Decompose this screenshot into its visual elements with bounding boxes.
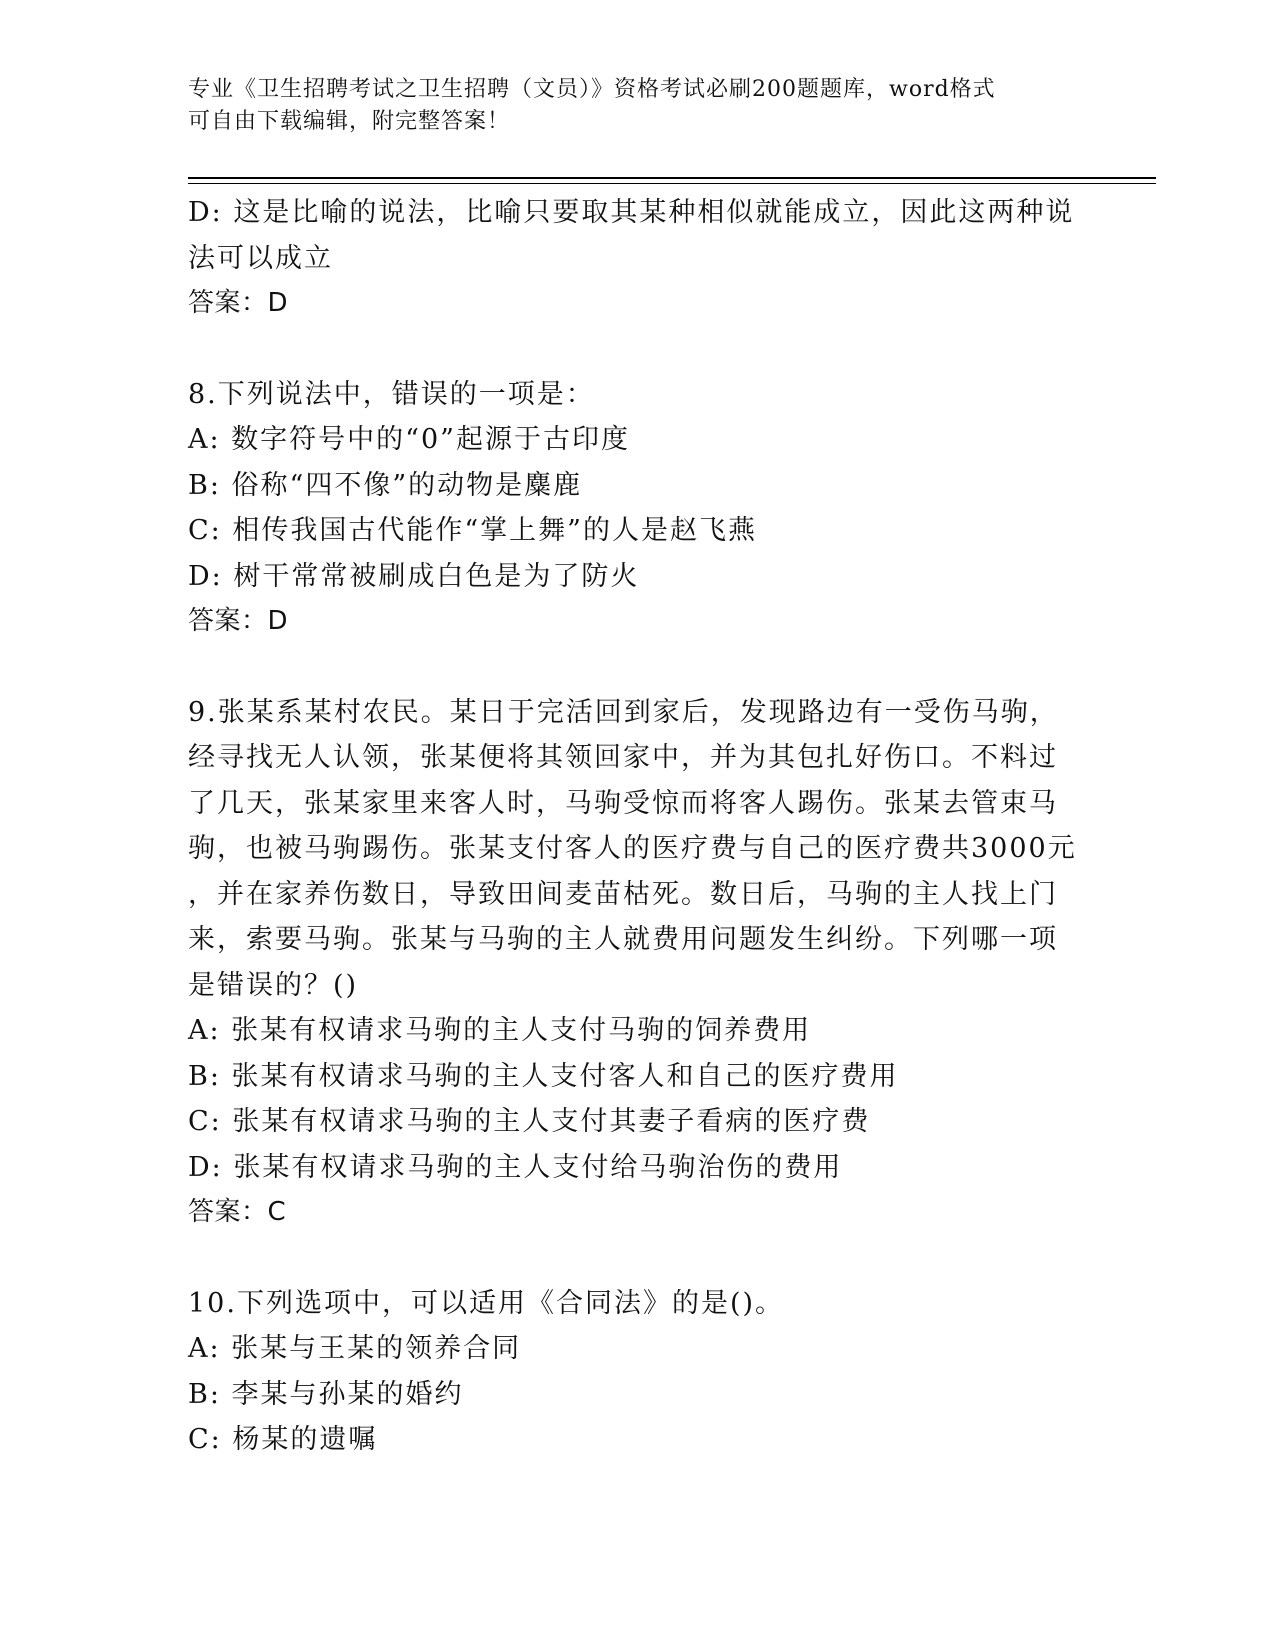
document-body	[188, 190, 1078, 1463]
option-d-line-2: 法可以成立	[188, 242, 333, 274]
header-title-line-2: 可自由下载编辑，附完整答案！	[188, 109, 511, 134]
answer-line: 答案：C	[188, 1197, 287, 1227]
option-b: B: 李某与孙某的婚约	[188, 1378, 464, 1410]
question-10	[188, 1281, 1078, 1463]
question-9	[188, 690, 1078, 1236]
option-b: B: 张某有权请求马驹的主人支付客人和自己的医疗费用	[188, 1060, 899, 1092]
option-d: D: 树干常常被刷成白色是为了防火	[188, 560, 640, 592]
document-header	[188, 74, 1068, 138]
option-a: A: 张某与王某的领养合同	[188, 1333, 522, 1364]
option-c: C: 杨某的遗嘱	[188, 1424, 378, 1455]
question-text-line-5: ，并在家养伤数日，导致田间麦苗枯死。数日后，马驹的主人找上门	[188, 878, 1058, 910]
option-d: D: 张某有权请求马驹的主人支付给马驹治伤的费用	[188, 1151, 843, 1183]
option-c: C: 相传我国古代能作“掌上舞”的人是赵飞燕	[188, 515, 757, 546]
header-divider-thick	[188, 177, 1156, 179]
question-text: 8.下列说法中，错误的一项是：	[188, 378, 595, 410]
option-b: B: 俗称“四不像”的动物是麋鹿	[188, 469, 583, 501]
question-text-line-3: 了几天，张某家里来客人时，马驹受惊而将客人踢伤。张某去管束马	[188, 787, 1058, 819]
option-d-line-1: D: 这是比喻的说法，比喻只要取其某种相似就能成立，因此这两种说	[188, 197, 1075, 228]
question-text: 10.下列选项中，可以适用《合同法》的是()。	[188, 1287, 785, 1319]
option-a: A: 张某有权请求马驹的主人支付马驹的饲养费用	[188, 1015, 812, 1046]
question-8	[188, 372, 1078, 645]
question-text-line-6: 来，索要马驹。张某与马驹的主人就费用问题发生纠纷。下列哪一项	[188, 924, 1058, 955]
question-text-line-1: 9.张某系某村农民。某日于完活回到家后，发现路边有一受伤马驹，	[188, 696, 1059, 728]
option-c: C: 张某有权请求马驹的主人支付其妻子看病的医疗费	[188, 1106, 871, 1137]
option-a: A: 数字符号中的“0”起源于古印度	[188, 424, 630, 455]
question-text-line-7: 是错误的？()	[188, 969, 359, 1001]
header-divider-thin	[188, 183, 1156, 184]
question-text-line-4: 驹，也被马驹踢伤。张某支付客人的医疗费与自己的医疗费共3000元	[188, 833, 1077, 864]
header-title-line-1: 专业《卫生招聘考试之卫生招聘（文员）》资格考试必刷200题题库，word格式	[188, 77, 996, 102]
answer-line: 答案：D	[188, 606, 289, 636]
question-7-continued	[188, 190, 1078, 327]
answer-line: 答案：D	[188, 288, 289, 318]
question-text-line-2: 经寻找无人认领，张某便将其领回家中，并为其包扎好伤口。不料过	[188, 742, 1058, 773]
